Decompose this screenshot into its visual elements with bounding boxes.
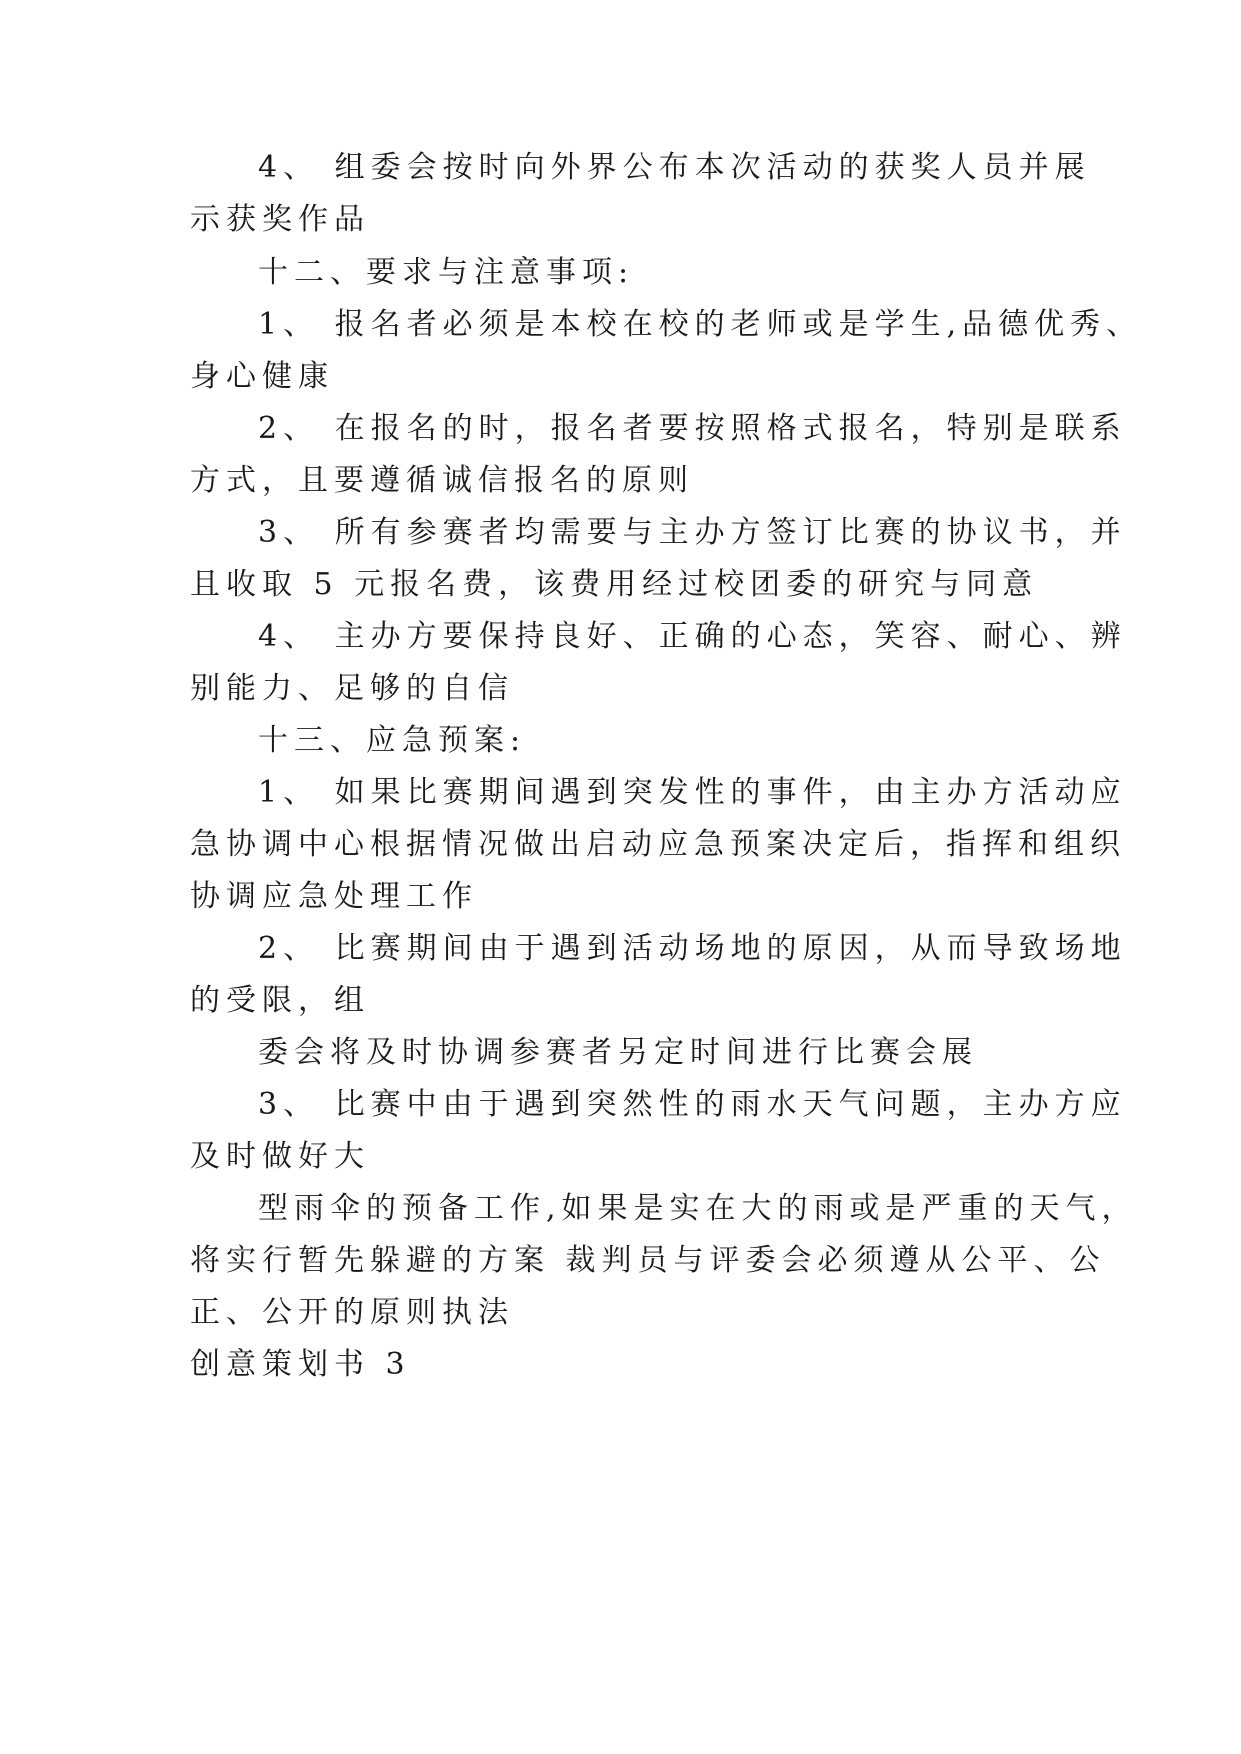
paragraph-line: 将实行暂先躲避的方案 裁判员与评委会必须遵从公平、公 [190, 1243, 1106, 1278]
paragraph-line: 及时做好大 [190, 1139, 370, 1174]
paragraph-line: 2、 在报名的时，报名者要按照格式报名，特别是联系 [258, 411, 1127, 446]
section-heading: 十二、要求与注意事项: [258, 255, 635, 290]
next-section-title: 创意策划书 3 [190, 1347, 411, 1382]
paragraph-line: 急协调中心根据情况做出启动应急预案决定后，指挥和组织 [190, 827, 1126, 862]
paragraph-line: 1、 如果比赛期间遇到突发性的事件，由主办方活动应 [258, 775, 1127, 810]
paragraph-line: 4、 组委会按时向外界公布本次活动的获奖人员并展 [258, 150, 1091, 185]
section-heading: 十三、应急预案: [258, 723, 527, 758]
paragraph-line: 委会将及时协调参赛者另定时间进行比赛会展 [258, 1035, 978, 1070]
paragraph-line: 型雨伞的预备工作,如果是实在大的雨或是严重的天气， [258, 1191, 1138, 1226]
paragraph-line: 且收取 5 元报名费，该费用经过校团委的研究与同意 [190, 567, 1039, 602]
paragraph-line: 的受限，组 [190, 983, 370, 1018]
paragraph-line: 1、 报名者必须是本校在校的老师或是学生,品德优秀、 [258, 307, 1143, 342]
paragraph-line: 身心健康 [190, 359, 334, 394]
paragraph-line: 2、 比赛期间由于遇到活动场地的原因，从而导致场地 [258, 931, 1127, 966]
paragraph-line: 协调应急处理工作 [190, 879, 478, 914]
paragraph-line: 3、 比赛中由于遇到突然性的雨水天气问题，主办方应 [258, 1087, 1127, 1122]
paragraph-line: 方式，且要遵循诚信报名的原则 [190, 463, 694, 498]
paragraph-line: 3、 所有参赛者均需要与主办方签订比赛的协议书，并 [258, 515, 1127, 550]
paragraph-line: 别能力、足够的自信 [190, 671, 514, 706]
paragraph-line: 正、公开的原则执法 [190, 1295, 514, 1330]
paragraph-line: 示获奖作品 [190, 202, 370, 237]
paragraph-line: 4、 主办方要保持良好、正确的心态，笑容、耐心、辨 [258, 619, 1127, 654]
